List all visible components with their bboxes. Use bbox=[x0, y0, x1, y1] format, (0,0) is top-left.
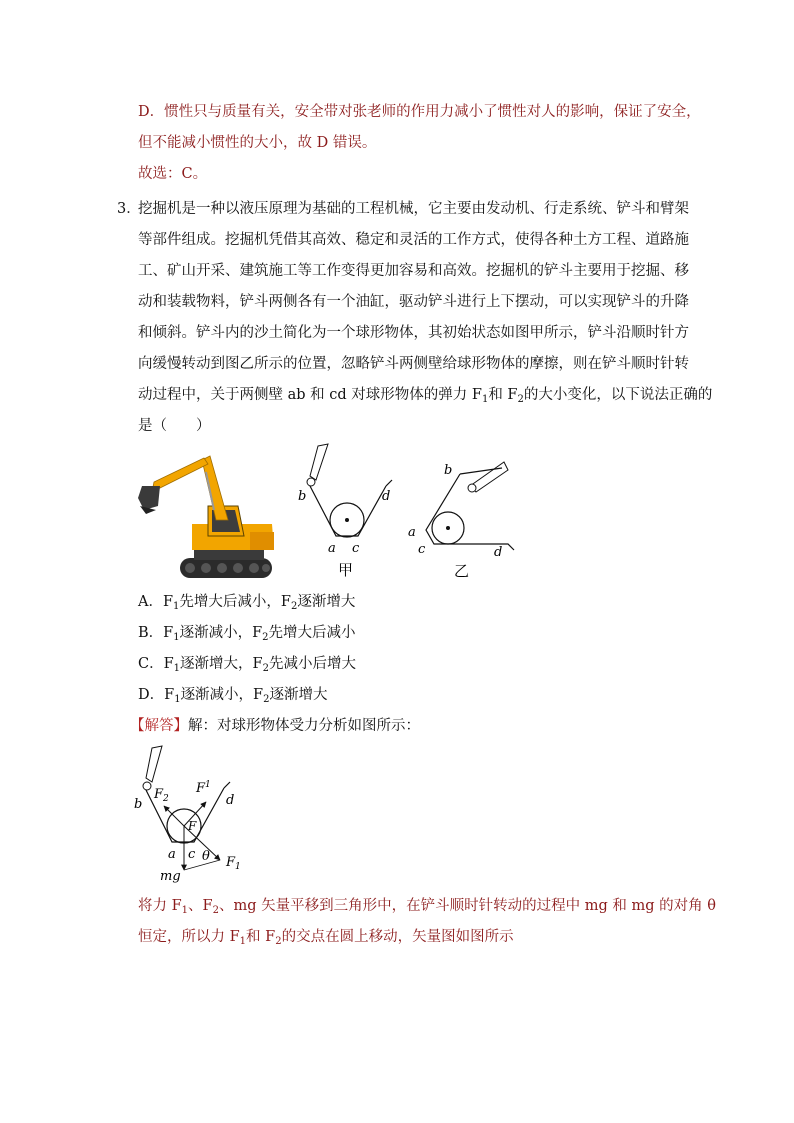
subscript: 2 bbox=[212, 905, 219, 916]
solution-line2 bbox=[138, 927, 514, 952]
label-b: b bbox=[298, 489, 307, 504]
option-text: C．F bbox=[138, 656, 174, 672]
option-text: 逐渐增大 bbox=[297, 594, 356, 610]
solution-text: 将力 F bbox=[138, 898, 182, 914]
solution-line1 bbox=[138, 896, 716, 921]
subscript: 2 bbox=[275, 936, 282, 947]
excavator-image bbox=[132, 440, 282, 585]
subscript: 1 bbox=[174, 694, 181, 705]
question-line: 向缓慢转动到图乙所示的位置，忽略铲斗两侧壁给球形物体的摩擦，则在铲斗顺时针转 bbox=[138, 356, 689, 372]
prev-answer-line2: 但不能减小惯性的大小，故 D 错误。 bbox=[138, 135, 377, 151]
label-d: d bbox=[226, 793, 235, 808]
figure-yi-diagram bbox=[404, 452, 529, 587]
solution-intro bbox=[130, 716, 420, 736]
label-f1: $F^1$ bbox=[196, 780, 211, 796]
label-theta: θ bbox=[202, 849, 210, 864]
question-line: 和倾斜。铲斗内的沙土简化为一个球形物体，其初始状态如图甲所示，铲斗沿顺时针方 bbox=[138, 325, 689, 341]
question-line: 等部件组成。挖掘机凭借其高效、稳定和灵活的工作方式，使得各种土方工程、道路施 bbox=[138, 232, 689, 248]
option-text: 逐渐增大，F bbox=[180, 656, 263, 672]
caption-yi: 乙 bbox=[454, 562, 470, 580]
option-text: 先增大后减小，F bbox=[179, 594, 291, 610]
subscript: 1 bbox=[481, 394, 489, 405]
subscript: 2 bbox=[263, 694, 270, 705]
subscript: 2 bbox=[517, 394, 524, 405]
label-f2: $F_2$ bbox=[154, 787, 169, 804]
label-c: c bbox=[188, 847, 196, 862]
option-text: 逐渐减小，F bbox=[179, 625, 263, 641]
label-fc: F bbox=[188, 819, 197, 833]
excavator-illustration bbox=[132, 440, 282, 585]
figure-jia bbox=[290, 438, 410, 588]
hinge-icon bbox=[307, 478, 315, 486]
solution-text: 的交点在圆上移动，矢量图如图所示 bbox=[281, 929, 514, 945]
option-text: D．F bbox=[138, 687, 175, 703]
question-line: 动和装载物料，铲斗两侧各有一个油缸，驱动铲斗进行上下摆动，可以实现铲斗的升降 bbox=[138, 294, 689, 310]
figure-yi bbox=[404, 452, 529, 587]
question-line-end: 是（ ） bbox=[138, 418, 211, 434]
bucket-walls bbox=[310, 486, 386, 536]
solution-tag: 【解答】 bbox=[130, 718, 188, 734]
label-a: a bbox=[408, 525, 416, 540]
label-c: c bbox=[418, 542, 426, 557]
force-diagram bbox=[130, 742, 250, 886]
bucket-handle bbox=[146, 746, 162, 782]
question-line-text: 动过程中，关于两侧壁 ab 和 cd 对球形物体的弹力 F bbox=[138, 387, 482, 403]
option-d bbox=[138, 685, 328, 710]
label-b: b bbox=[134, 797, 143, 812]
option-a bbox=[138, 592, 355, 617]
question-number: 3． bbox=[117, 201, 141, 217]
prev-answer-choose: 故选：C。 bbox=[138, 166, 208, 182]
option-text: 先增大后减小 bbox=[268, 625, 356, 641]
question-line-text: 的大小变化，以下说法正确的 bbox=[523, 387, 713, 403]
force-diagram-svg bbox=[130, 742, 250, 886]
solution-text: 、mg 矢量平移到三角形中，在铲斗顺时针转动的过程中 mg 和 mg 的对角 θ bbox=[218, 898, 716, 914]
label-d: d bbox=[382, 489, 391, 504]
subscript: 2 bbox=[290, 601, 298, 612]
option-text: 先减小后增大 bbox=[268, 656, 356, 672]
label-b: b bbox=[444, 463, 453, 478]
label-d: d bbox=[494, 545, 503, 560]
option-text: 逐渐增大 bbox=[269, 687, 328, 703]
question-line: 工、矿山开采、建筑施工等工作变得更加容易和高效。挖掘机的铲斗主要用于挖掘、移 bbox=[138, 263, 689, 279]
solution-text: 和 F bbox=[246, 929, 276, 945]
option-c bbox=[138, 654, 356, 679]
subscript: 1 bbox=[173, 663, 181, 674]
caption-jia: 甲 bbox=[338, 561, 354, 579]
hinge-icon bbox=[143, 782, 151, 790]
label-c: c bbox=[352, 541, 360, 556]
option-text: B．F bbox=[138, 625, 174, 641]
solution-text: 、F bbox=[188, 898, 213, 914]
subscript: 2 bbox=[262, 663, 269, 674]
label-f1-shifted: $F_1$ bbox=[226, 855, 241, 872]
solution-intro-text: 解：对球形物体受力分析如图所示： bbox=[188, 718, 420, 734]
excavator-arm bbox=[152, 458, 208, 492]
option-text: 逐渐减小，F bbox=[180, 687, 264, 703]
bucket-handle bbox=[310, 444, 328, 480]
solution-text: 恒定，所以力 F bbox=[138, 929, 240, 945]
question-line-text: 和 F bbox=[488, 387, 518, 403]
subscript: 2 bbox=[262, 632, 269, 643]
hinge-icon bbox=[468, 484, 476, 492]
subscript: 1 bbox=[239, 936, 247, 947]
label-a: a bbox=[168, 847, 176, 862]
excavator-boom bbox=[202, 456, 228, 520]
label-a: a bbox=[328, 541, 336, 556]
question-line: 挖掘机是一种以液压原理为基础的工程机械，它主要由发动机、行走系统、铲斗和臂架 bbox=[138, 201, 689, 217]
subscript: 1 bbox=[181, 905, 189, 916]
prev-answer-line1: D．惯性只与质量有关，安全带对张老师的作用力减小了惯性对人的影响，保证了安全， bbox=[138, 104, 701, 120]
label-mg: mg bbox=[160, 869, 181, 884]
subscript: 1 bbox=[173, 601, 180, 612]
question-line bbox=[138, 385, 712, 410]
option-b bbox=[138, 623, 356, 648]
option-text: A．F bbox=[138, 594, 174, 610]
figure-jia-diagram bbox=[290, 438, 410, 588]
subscript: 1 bbox=[173, 632, 180, 643]
